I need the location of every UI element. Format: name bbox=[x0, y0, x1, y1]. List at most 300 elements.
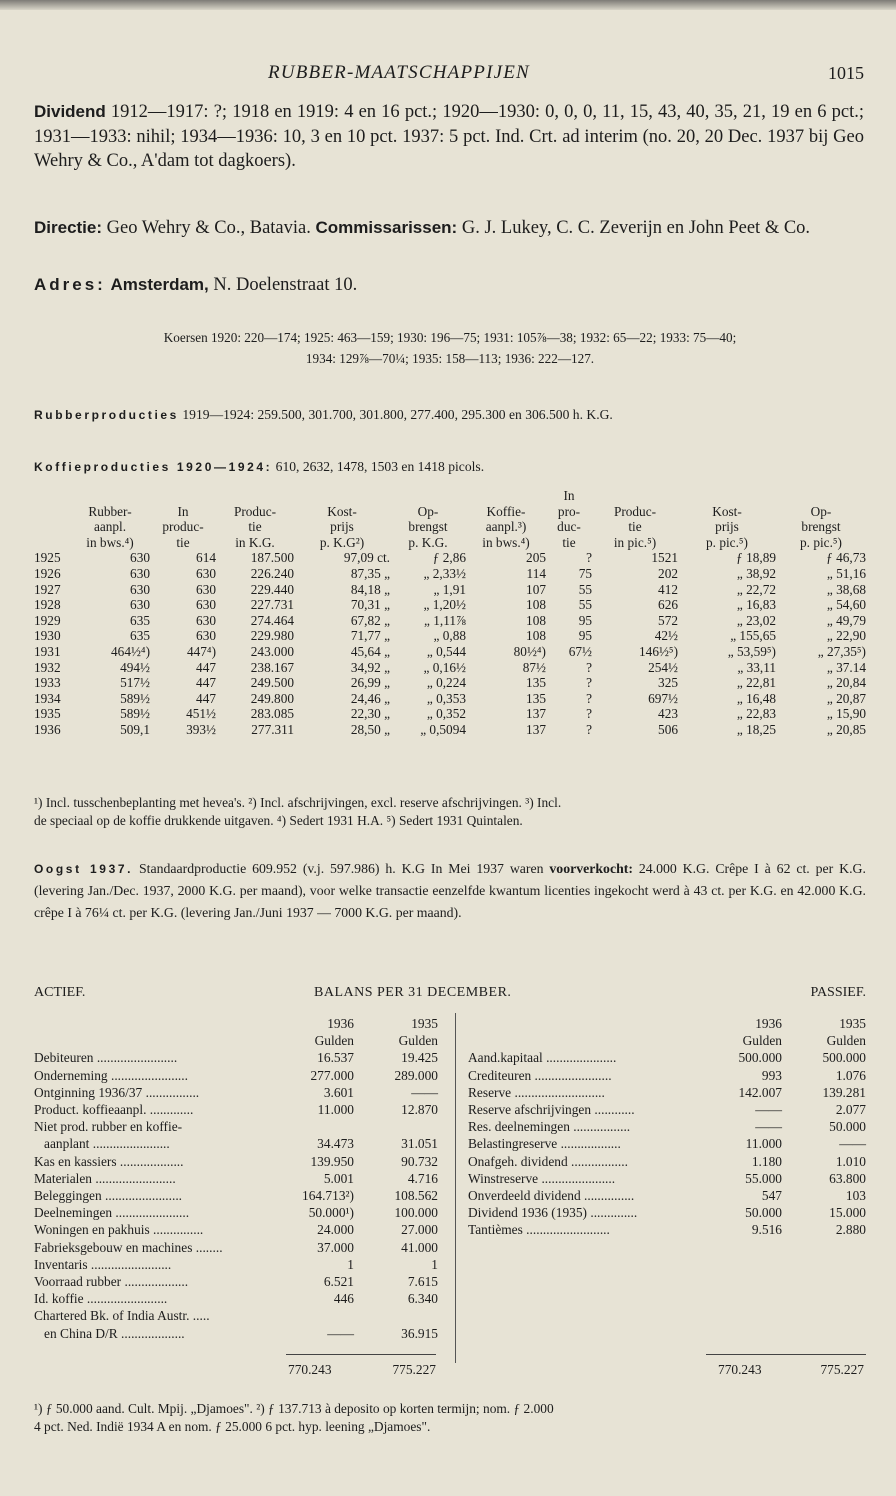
balans-item-label: Kas en kassiers ................... bbox=[34, 1153, 184, 1169]
adres-paragraph bbox=[34, 273, 864, 298]
table-cell: 187.500 bbox=[250, 550, 294, 566]
table-cell: „ 1,11⅞ bbox=[424, 612, 466, 628]
balans-row bbox=[468, 1084, 866, 1101]
table-cell: 146½⁵) bbox=[639, 643, 678, 659]
commissarissen-label: Commissarissen: bbox=[315, 218, 458, 237]
table-cell: „ 38,68 bbox=[826, 581, 866, 597]
page-header bbox=[0, 60, 896, 88]
table-cell: 34,92 „ bbox=[350, 659, 390, 675]
oogst-text: Standaardproductie 609.952 (v.j. 597.986) h. K.G In Mei 1937 waren bbox=[133, 861, 550, 876]
balans-value-1936: 50.000 bbox=[745, 1205, 782, 1221]
column-header: In produc- tie bbox=[162, 503, 204, 550]
adres-text: N. Doelenstraat 10. bbox=[208, 275, 358, 295]
year-cell: 1932 bbox=[34, 659, 61, 675]
table-cell: „ 20,87 bbox=[826, 690, 866, 706]
balans-header-row bbox=[34, 1015, 438, 1032]
table-row bbox=[34, 706, 866, 722]
balans-value-1936: 993 bbox=[761, 1067, 782, 1083]
table-cell: 1521 bbox=[651, 550, 678, 566]
balans-item-label: Inventaris ........................ bbox=[34, 1256, 172, 1272]
table-cell: 137 bbox=[526, 721, 546, 737]
year-cell: 1931 bbox=[34, 643, 61, 659]
balans-header-spacer bbox=[468, 1032, 706, 1049]
koffieproducties-text: 610, 2632, 1478, 1503 en 1418 picols. bbox=[272, 459, 485, 474]
table-cell: „ 53,59⁵) bbox=[727, 643, 776, 659]
balans-year-header: Gulden bbox=[742, 1033, 782, 1049]
table-cell: „ 18,25 bbox=[736, 721, 776, 737]
balans-value-1935: 1 bbox=[431, 1256, 438, 1272]
balans-value-1935: 100.000 bbox=[394, 1205, 438, 1221]
year-cell: 1928 bbox=[34, 597, 61, 613]
actief-total-1935: 775.227 bbox=[392, 1362, 436, 1377]
table-cell: 630 bbox=[130, 581, 150, 597]
balans-item-label: Onafgeh. dividend ................. bbox=[468, 1153, 628, 1169]
balans-row bbox=[34, 1256, 438, 1273]
table-cell: „ 20,85 bbox=[826, 721, 866, 737]
table-row bbox=[34, 566, 866, 582]
balans-value-1935: 12.870 bbox=[401, 1102, 438, 1118]
commissarissen-text: G. J. Lukey, C. C. Zeverijn en John Peet & Co. bbox=[457, 218, 811, 238]
passief-table bbox=[468, 1015, 866, 1239]
rubberproducties-line bbox=[34, 404, 866, 426]
table-cell: 229.980 bbox=[250, 628, 294, 644]
table-cell: 67½ bbox=[568, 643, 592, 659]
page-number: 1015 bbox=[828, 63, 864, 83]
balans-value-1936: 55.000 bbox=[745, 1170, 782, 1186]
balans-value-1935: 63.800 bbox=[829, 1170, 866, 1186]
year-cell: 1926 bbox=[34, 565, 61, 581]
table-cell: ƒ 18,89 bbox=[736, 550, 776, 566]
table-cell: 55 bbox=[578, 597, 592, 613]
balans-row bbox=[34, 1239, 438, 1256]
table-cell: 412 bbox=[658, 581, 678, 597]
table-cell: „ 0,88 bbox=[433, 628, 466, 644]
balans-row bbox=[34, 1204, 438, 1221]
table-cell: 283.085 bbox=[250, 706, 294, 722]
balans-row bbox=[34, 1049, 438, 1066]
table-cell: „ 20,84 bbox=[826, 675, 866, 691]
table-cell: ? bbox=[586, 659, 592, 675]
column-header bbox=[34, 488, 70, 550]
actief-total-1936: 770.243 bbox=[288, 1362, 332, 1377]
balans-value-1935: 6.340 bbox=[407, 1291, 438, 1307]
table-cell: 447 bbox=[196, 675, 216, 691]
balans-value-1936: 139.950 bbox=[310, 1153, 354, 1169]
balans-row bbox=[34, 1290, 438, 1307]
balans-value-1936: 16.537 bbox=[317, 1050, 354, 1066]
balans-item-label: Dividend 1936 (1935) .............. bbox=[468, 1205, 638, 1221]
balans-value-1936 bbox=[278, 1307, 354, 1324]
balans-value-1935: 19.425 bbox=[401, 1050, 438, 1066]
table-cell: „ 2,33½ bbox=[423, 565, 466, 581]
dividend-paragraph bbox=[34, 100, 864, 174]
table-cell: ? bbox=[586, 675, 592, 691]
balans-item-label: Materialen ........................ bbox=[34, 1170, 176, 1186]
balans-item-label: Niet prod. rubber en koffie- bbox=[34, 1119, 183, 1135]
table-cell: 614 bbox=[196, 550, 216, 566]
table-cell: 42½ bbox=[654, 628, 678, 644]
table-cell: 108 bbox=[526, 597, 546, 613]
balans-row bbox=[34, 1325, 438, 1342]
table-cell: 45,64 „ bbox=[350, 643, 390, 659]
year-cell: 1933 bbox=[34, 675, 61, 691]
balans-year-header: Gulden bbox=[826, 1033, 866, 1049]
year-cell: 1929 bbox=[34, 612, 61, 628]
balans-year-header: 1935 bbox=[411, 1016, 438, 1031]
table-cell: 135 bbox=[526, 675, 546, 691]
table-cell: „ 37.14 bbox=[826, 659, 866, 675]
balans-item-label: Id. koffie ........................ bbox=[34, 1291, 168, 1307]
table-cell: 589½ bbox=[120, 690, 150, 706]
table-cell: 325 bbox=[658, 675, 678, 691]
table-cell: 243.000 bbox=[250, 643, 294, 659]
koersen-line-1: Koersen 1920: 220—174; 1925: 463—159; 1930: 196—75; 1931: 105⅞—38; 1932: 65—22; 1933: 75—40; bbox=[163, 330, 737, 345]
balans-value-1936: 5.001 bbox=[323, 1170, 354, 1186]
balans-row bbox=[468, 1118, 866, 1135]
balans-footnote-line-2: 4 pct. Ned. Indië 1934 A en nom. ƒ 25.000 6 pct. hyp. leening „Djamoes". bbox=[34, 1419, 431, 1434]
dividend-text: 1912—1917: ?; 1918 en 1919: 4 en 16 pct.; 1920—1930: 0, 0, 0, 11, 15, 43, 40, 35, 21, 19 en 6 pct.; 1931—1933: nihil; 1934—1936: 10, 3 en 10 pct. 1937: 5 pct. Ind. Crt. ad interim (no. 20, 20 Dec. 1937 bij Geo Wehry & Co., A'dam tot dagkoers). bbox=[34, 102, 864, 171]
actief-total-rule bbox=[286, 1354, 436, 1355]
table-cell: 26,99 „ bbox=[350, 675, 390, 691]
balans-value-1935: —— bbox=[411, 1084, 438, 1100]
table-cell: 630 bbox=[196, 597, 216, 613]
balans-value-1935: 139.281 bbox=[822, 1084, 866, 1100]
balans-item-label: Chartered Bk. of India Austr. ..... bbox=[34, 1308, 210, 1324]
table-cell: 451½ bbox=[186, 706, 216, 722]
balans-value-1936: 6.521 bbox=[323, 1274, 354, 1290]
balans-value-1935: 289.000 bbox=[394, 1067, 438, 1083]
balans-item-label: Onverdeeld dividend ............... bbox=[468, 1188, 635, 1204]
table-cell: ? bbox=[586, 550, 592, 566]
table-cell: 509,1 bbox=[120, 721, 150, 737]
balans-row bbox=[34, 1273, 438, 1290]
balans-item-label: Deelnemingen ...................... bbox=[34, 1205, 190, 1221]
balans-row bbox=[468, 1067, 866, 1084]
balans-item-label: Product. koffieaanpl. ............. bbox=[34, 1102, 194, 1118]
balans-row bbox=[468, 1187, 866, 1204]
table-cell: ƒ 46,73 bbox=[826, 550, 866, 566]
table-row bbox=[34, 628, 866, 644]
table-cell: 114 bbox=[526, 565, 546, 581]
table-cell: „ 16,48 bbox=[736, 690, 776, 706]
adres-city: Amsterdam, bbox=[110, 275, 209, 294]
balans-value-1936 bbox=[278, 1118, 354, 1135]
table-cell: „ 38,92 bbox=[736, 565, 776, 581]
table-cell: 107 bbox=[526, 581, 546, 597]
balans-value-1936: 446 bbox=[333, 1291, 354, 1307]
table-cell: 630 bbox=[130, 597, 150, 613]
balans-row bbox=[34, 1221, 438, 1238]
table-cell: 95 bbox=[578, 612, 592, 628]
balans-row bbox=[34, 1135, 438, 1152]
directie-label: Directie: bbox=[34, 218, 103, 237]
table-cell: 67,82 „ bbox=[350, 612, 390, 628]
table-row bbox=[34, 660, 866, 676]
table-cell: „ 54,60 bbox=[826, 597, 866, 613]
table-cell: 464½⁴) bbox=[111, 643, 150, 659]
table-row bbox=[34, 613, 866, 629]
balans-row bbox=[34, 1153, 438, 1170]
balans-year-header: Gulden bbox=[398, 1033, 438, 1049]
table-cell: ? bbox=[586, 706, 592, 722]
balans-value-1936: 500.000 bbox=[738, 1050, 782, 1066]
balans-year-header: Gulden bbox=[314, 1033, 354, 1049]
table-cell: 135 bbox=[526, 690, 546, 706]
table-cell: „ 23,02 bbox=[736, 612, 776, 628]
table-cell: 423 bbox=[658, 706, 678, 722]
balans-value-1936: 11.000 bbox=[745, 1136, 782, 1152]
table-cell: „ 22,72 bbox=[736, 581, 776, 597]
column-header: Koffie- aanpl.³) in bws.⁴) bbox=[482, 503, 530, 550]
table-row bbox=[34, 644, 866, 660]
table-cell: „ 49,79 bbox=[826, 612, 866, 628]
balans-title: BALANS PER 31 DECEMBER. bbox=[314, 985, 512, 1000]
balans-header-spacer bbox=[34, 1032, 278, 1049]
table-row bbox=[34, 550, 866, 566]
table-row bbox=[34, 597, 866, 613]
balans-value-1936: 50.000¹) bbox=[308, 1205, 354, 1221]
balans-value-1935: 108.562 bbox=[394, 1188, 438, 1204]
column-header: Kost- prijs p. K.G²) bbox=[319, 503, 365, 550]
actief-title: ACTIEF. bbox=[34, 985, 86, 1000]
table-cell: 229.440 bbox=[250, 581, 294, 597]
column-header: Rubber- aanpl. in bws.⁴) bbox=[86, 503, 134, 550]
table-cell: „ 155,65 bbox=[730, 628, 776, 644]
balans-value-1936: —— bbox=[327, 1325, 354, 1341]
balans-value-1935: 31.051 bbox=[401, 1136, 438, 1152]
balans-row bbox=[34, 1307, 438, 1324]
balans-item-label: Winstreserve ...................... bbox=[468, 1170, 616, 1186]
table-cell: „ 22,90 bbox=[826, 628, 866, 644]
balans-value-1935: 90.732 bbox=[401, 1153, 438, 1169]
table-cell: 22,30 „ bbox=[350, 706, 390, 722]
balans-row bbox=[468, 1049, 866, 1066]
balans-item-label: Onderneming ....................... bbox=[34, 1067, 188, 1083]
table-row bbox=[34, 675, 866, 691]
table-cell: 108 bbox=[526, 612, 546, 628]
table-cell: „ 1,91 bbox=[433, 581, 466, 597]
passief-total-1935: 775.227 bbox=[820, 1362, 864, 1377]
balans-item-label: Belastingreserve .................. bbox=[468, 1136, 621, 1152]
year-cell: 1927 bbox=[34, 581, 61, 597]
balans-value-1935 bbox=[354, 1118, 438, 1135]
balans-value-1935: 27.000 bbox=[401, 1222, 438, 1238]
balans-footnotes bbox=[34, 1400, 866, 1436]
table-cell: 71,77 „ bbox=[350, 628, 390, 644]
production-footnote-line-2: de speciaal op de koffie drukkende uitgaven. ⁴) Sedert 1931 H.A. ⁵) Sedert 1931 Quintalen. bbox=[34, 813, 523, 828]
balans-year-header: 1936 bbox=[327, 1016, 354, 1031]
oogst-paragraph bbox=[34, 858, 866, 924]
year-cell: 1936 bbox=[34, 721, 61, 737]
balans-item-label: en China D/R ................... bbox=[34, 1325, 185, 1341]
balans-value-1936: 1.180 bbox=[751, 1153, 782, 1169]
table-cell: 630 bbox=[196, 581, 216, 597]
actief-table-body bbox=[34, 1015, 438, 1342]
balans-row bbox=[468, 1170, 866, 1187]
table-cell: 70,31 „ bbox=[350, 597, 390, 613]
passief-title: PASSIEF. bbox=[810, 985, 866, 1000]
table-cell: ƒ 2,86 bbox=[432, 550, 466, 566]
balans-value-1935: 7.615 bbox=[407, 1274, 438, 1290]
table-cell: 447 bbox=[196, 659, 216, 675]
table-cell: „ 0,352 bbox=[426, 706, 466, 722]
passief-total-rule bbox=[706, 1354, 866, 1355]
table-cell: 108 bbox=[526, 628, 546, 644]
balans-value-1936: 24.000 bbox=[317, 1222, 354, 1238]
balans-header-row bbox=[468, 1032, 866, 1049]
table-cell: 226.240 bbox=[250, 565, 294, 581]
table-row bbox=[34, 722, 866, 738]
table-cell: 589½ bbox=[120, 706, 150, 722]
balans-divider bbox=[455, 1013, 456, 1363]
table-cell: 517½ bbox=[120, 675, 150, 691]
table-cell: „ 16,83 bbox=[736, 597, 776, 613]
balans-value-1936: —— bbox=[755, 1102, 782, 1118]
table-cell: 635 bbox=[130, 612, 150, 628]
balans-value-1936: 3.601 bbox=[323, 1084, 354, 1100]
balans-year-header: 1935 bbox=[839, 1016, 866, 1031]
balans-item-label: Res. deelnemingen ................. bbox=[468, 1119, 631, 1135]
balans-item-label: Woningen en pakhuis ............... bbox=[34, 1222, 204, 1238]
balans-value-1935: 2.077 bbox=[835, 1102, 866, 1118]
table-cell: 630 bbox=[196, 628, 216, 644]
balans-item-label: Debiteuren ........................ bbox=[34, 1050, 178, 1066]
balans-row bbox=[468, 1101, 866, 1118]
balans-row bbox=[34, 1187, 438, 1204]
table-cell: 254½ bbox=[648, 659, 678, 675]
table-cell: „ 27,35⁵) bbox=[817, 643, 866, 659]
production-table-body bbox=[34, 550, 866, 737]
adres-label: Adres: bbox=[34, 275, 106, 294]
table-cell: 249.800 bbox=[250, 690, 294, 706]
directie-text: Geo Wehry & Co., Batavia. bbox=[102, 218, 316, 238]
table-cell: 205 bbox=[526, 550, 546, 566]
table-cell: „ 0,16½ bbox=[423, 659, 466, 675]
table-cell: 447 bbox=[196, 690, 216, 706]
balans-value-1936: 34.473 bbox=[317, 1136, 354, 1152]
table-cell: 97,09 ct. bbox=[343, 550, 390, 566]
passief-table-body bbox=[468, 1015, 866, 1239]
column-header: In pro- duc- tie bbox=[557, 488, 581, 550]
balans-value-1935: 103 bbox=[845, 1188, 866, 1204]
balans-row bbox=[34, 1101, 438, 1118]
balans-item-label: Aand.kapitaal ..................... bbox=[468, 1050, 617, 1066]
balans-item-label: Ontginning 1936/37 ................ bbox=[34, 1084, 200, 1100]
balans-value-1936: —— bbox=[755, 1119, 782, 1135]
balans-value-1935: 1.076 bbox=[835, 1067, 866, 1083]
balans-item-label: Crediteuren ....................... bbox=[468, 1067, 612, 1083]
column-header: Produc- tie in pic.⁵) bbox=[613, 503, 657, 550]
table-cell: 630 bbox=[196, 565, 216, 581]
table-cell: „ 1,20½ bbox=[423, 597, 466, 613]
balans-year-header: 1936 bbox=[755, 1016, 782, 1031]
balans-row bbox=[468, 1204, 866, 1221]
table-cell: 84,18 „ bbox=[350, 581, 390, 597]
table-cell: „ 33,11 bbox=[737, 659, 776, 675]
balans-value-1935: 2.880 bbox=[835, 1222, 866, 1238]
production-footnote-line-1: ¹) Incl. tusschenbeplanting met hevea's. ²) Incl. afschrijvingen, excl. reserve afschrijvingen. ³) Incl. bbox=[34, 795, 562, 810]
balans-header-row bbox=[468, 1015, 866, 1032]
table-cell: „ 22,83 bbox=[736, 706, 776, 722]
table-cell: ? bbox=[586, 690, 592, 706]
balans-value-1936: 9.516 bbox=[751, 1222, 782, 1238]
balans-value-1935: 50.000 bbox=[829, 1119, 866, 1135]
balans-value-1935: 41.000 bbox=[401, 1239, 438, 1255]
balans-row bbox=[34, 1118, 438, 1135]
column-header: Produc- tie in K.G. bbox=[233, 503, 277, 550]
dividend-label: Dividend bbox=[34, 102, 106, 121]
table-cell: 238.167 bbox=[250, 659, 294, 675]
balans-item-label: Beleggingen ....................... bbox=[34, 1188, 183, 1204]
koersen-line-2: 1934: 129⅞—70¼; 1935: 158—113; 1936: 222—127. bbox=[305, 351, 595, 366]
balans-value-1935: 1.010 bbox=[835, 1153, 866, 1169]
balans-row bbox=[468, 1153, 866, 1170]
balans-item-label: Fabrieksgebouw en machines ........ bbox=[34, 1239, 223, 1255]
table-cell: 506 bbox=[658, 721, 678, 737]
balans-value-1935 bbox=[354, 1307, 438, 1324]
oogst-label: Oogst 1937. bbox=[34, 862, 134, 876]
table-cell: 630 bbox=[130, 565, 150, 581]
balans-header-spacer bbox=[34, 1015, 278, 1032]
balans-value-1935: 4.716 bbox=[407, 1170, 438, 1186]
table-cell: 227.731 bbox=[250, 597, 294, 613]
table-cell: 87½ bbox=[522, 659, 546, 675]
balans-item-label: Reserve afschrijvingen ............ bbox=[468, 1102, 635, 1118]
balans-value-1936: 547 bbox=[761, 1188, 782, 1204]
balans-item-label: aanplant ....................... bbox=[34, 1136, 170, 1152]
production-footnotes bbox=[34, 794, 866, 830]
oogst-bold: voorverkocht: bbox=[549, 861, 633, 876]
table-cell: 572 bbox=[658, 612, 678, 628]
year-cell: 1935 bbox=[34, 706, 61, 722]
table-cell: 635 bbox=[130, 628, 150, 644]
table-cell: 95 bbox=[578, 628, 592, 644]
balans-row bbox=[34, 1067, 438, 1084]
balans-value-1936: 164.713²) bbox=[302, 1188, 354, 1204]
table-cell: 87,35 „ bbox=[350, 565, 390, 581]
table-cell: „ 0,353 bbox=[426, 690, 466, 706]
balans-row bbox=[34, 1170, 438, 1187]
balans-item-label: Voorraad rubber ................... bbox=[34, 1274, 189, 1290]
actief-table bbox=[34, 1015, 438, 1342]
table-cell: 277.311 bbox=[251, 721, 294, 737]
balans-value-1936: 142.007 bbox=[738, 1084, 782, 1100]
table-cell: 630 bbox=[196, 612, 216, 628]
running-title: RUBBER-MAATSCHAPPIJEN bbox=[268, 62, 530, 83]
table-cell: 393½ bbox=[186, 721, 216, 737]
table-cell: 697½ bbox=[648, 690, 678, 706]
table-cell: 249.500 bbox=[250, 675, 294, 691]
table-cell: 626 bbox=[658, 597, 678, 613]
balans-item-label: Tantièmes ......................... bbox=[468, 1222, 610, 1238]
balans-value-1936: 1 bbox=[347, 1256, 354, 1272]
balans-value-1935: 36.915 bbox=[401, 1325, 438, 1341]
table-cell: „ 0,544 bbox=[426, 643, 466, 659]
table-cell: „ 0,5094 bbox=[420, 721, 466, 737]
balans-item-label: Reserve ........................... bbox=[468, 1084, 605, 1100]
table-cell: 80½⁴) bbox=[513, 643, 546, 659]
year-cell: 1930 bbox=[34, 628, 61, 644]
table-cell: 55 bbox=[578, 581, 592, 597]
koersen-block bbox=[34, 327, 866, 369]
year-cell: 1934 bbox=[34, 690, 61, 706]
column-header: Op- brengst p. K.G. bbox=[408, 503, 448, 550]
rubberproducties-text: 1919—1924: 259.500, 301.700, 301.800, 277.400, 295.300 en 306.500 h. K.G. bbox=[178, 407, 613, 422]
balans-row bbox=[34, 1084, 438, 1101]
production-table bbox=[34, 488, 866, 738]
koffieproducties-line bbox=[34, 456, 866, 478]
column-header: Kost- prijs p. pic.⁵) bbox=[706, 503, 748, 550]
